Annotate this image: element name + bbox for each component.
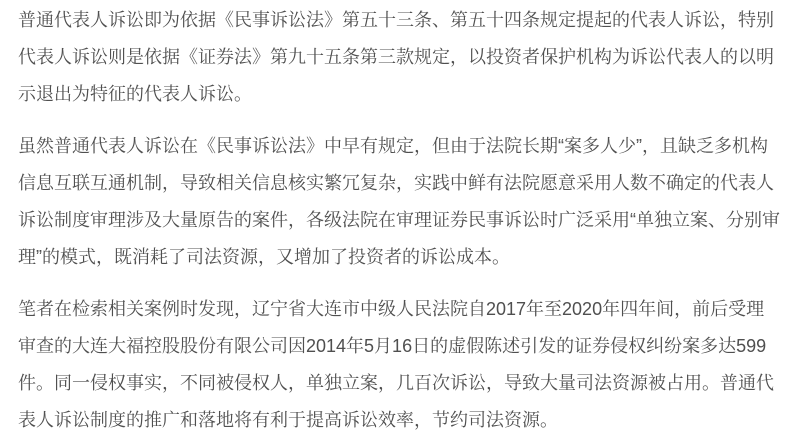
text-line: 信息互联互通机制，导致相关信息核实繁冗复杂，实践中鲜有法院愿意采用人数不确定的代表人 bbox=[18, 173, 774, 193]
text-line: 表人诉讼制度的推广和落地将有利于提高诉讼效率，节约司法资源。 bbox=[18, 410, 558, 430]
text-line: 审查的大连大福控股股份有限公司因2014年5月16日的虚假陈述引发的证券侵权纠纷案多达599 bbox=[18, 336, 767, 356]
text-line: 普通代表人诉讼即为依据《民事诉讼法》第五十三条、第五十四条规定提起的代表人诉讼，特别 bbox=[18, 10, 774, 30]
text-line: 虽然普通代表人诉讼在《民事诉讼法》中早有规定，但由于法院长期“案多人少”，且缺乏多机构 bbox=[18, 136, 768, 156]
text-line: 诉讼制度审理涉及大量原告的案件，各级法院在审理证券民事诉讼时广泛采用“单独立案、分别审 bbox=[18, 210, 780, 230]
text-line: 代表人诉讼则是依据《证券法》第九十五条第三款规定，以投资者保护机构为诉讼代表人的以明 bbox=[18, 47, 774, 67]
paragraph-ordinary-representative-litigation bbox=[18, 2, 793, 113]
text-line: 理”的模式，既消耗了司法资源，又增加了投资者的诉讼成本。 bbox=[18, 247, 510, 267]
text-line: 件。同一侵权事实，不同被侵权人，单独立案，几百次诉讼，导致大量司法资源被占用。普通代 bbox=[18, 373, 774, 393]
paragraph-court-practice-issues bbox=[18, 128, 793, 276]
text-line: 笔者在检索相关案例时发现，辽宁省大连市中级人民法院自2017年至2020年四年间，前后受理 bbox=[18, 299, 765, 319]
text-line: 示退出为特征的代表人诉讼。 bbox=[18, 84, 252, 104]
paragraph-dalian-case-example bbox=[18, 291, 793, 439]
